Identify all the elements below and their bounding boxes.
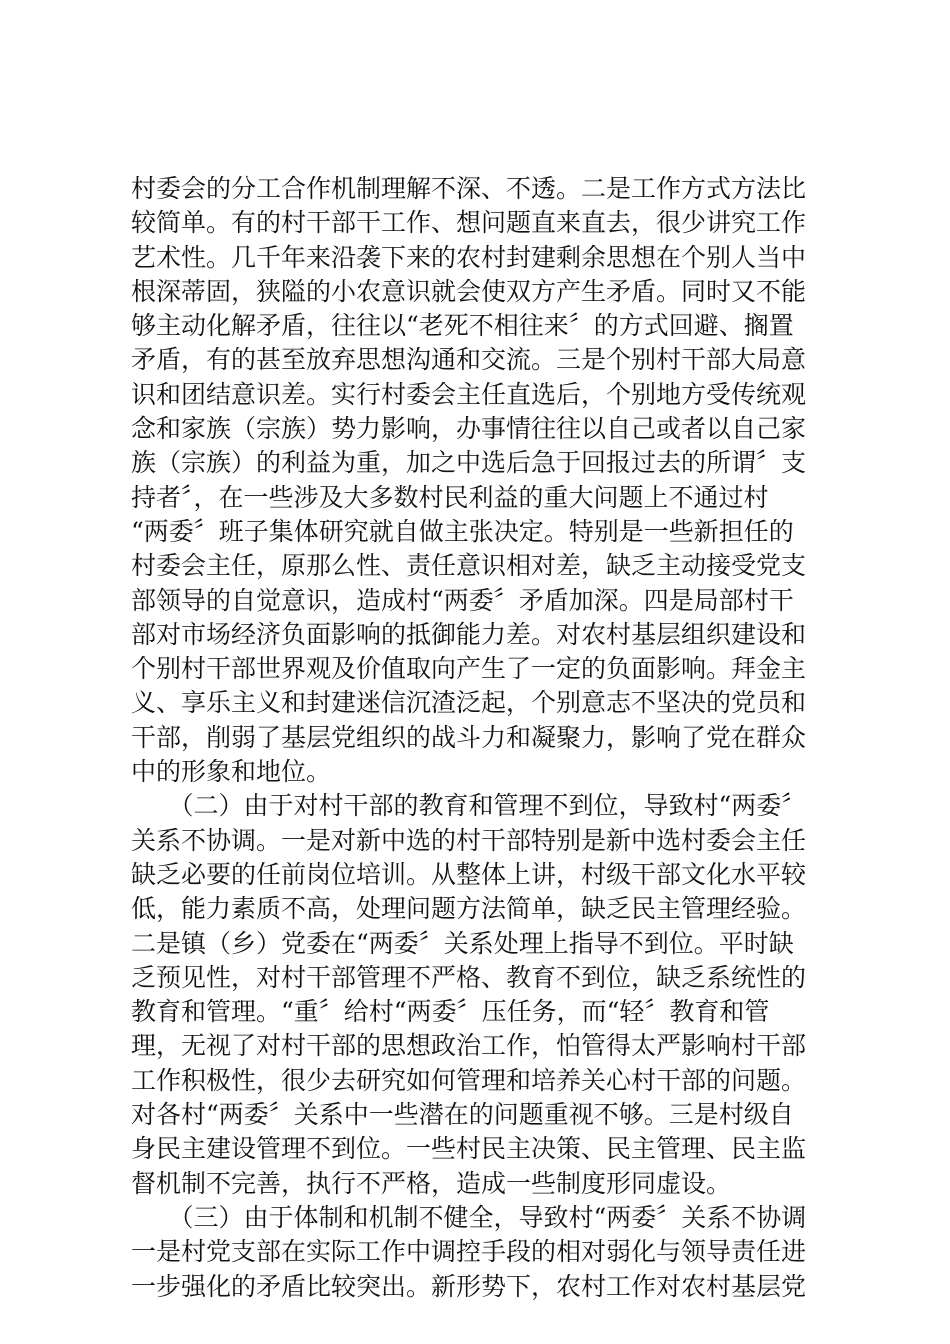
text-line: 村委会的分工合作机制理解不深、不透。二是工作方式方法比 — [131, 174, 807, 203]
section-heading-line: （二）由于对村干部的教育和管理不到位，导致村“两委〞 — [131, 791, 807, 821]
text-line: 对各村“两委〞关系中一些潜在的问题重视不够。三是村级自 — [131, 1100, 794, 1130]
text-line: 教育和管理。“重〞给村“两委〞压任务，而“轻〞教育和管 — [131, 997, 770, 1027]
section-heading-line: （三）由于体制和机制不健全，导致村“两委〞关系不协调 — [131, 1202, 807, 1232]
text-line: 较简单。有的村干部干工作、想问题直来直去，很少讲究工作 — [131, 208, 807, 238]
text-line: 一是村党支部在实际工作中调控手段的相对弱化与领导责任进 — [131, 1237, 807, 1267]
text-line: 村委会主任，原那么性、责任意识相对差，缺乏主动接受党支 — [131, 551, 807, 581]
text-line: 艺术性。几千年来沿袭下来的农村封建剩余思想在个别人当中 — [131, 242, 807, 272]
text-line: 督机制不完善，执行不严格，造成一些制度形同虚设。 — [131, 1168, 732, 1198]
text-line: 乏预见性，对村干部管理不严格、教育不到位，缺乏系统性的 — [131, 962, 807, 992]
text-line: 干部，削弱了基层党组织的战斗力和凝聚力，影响了党在群众 — [131, 722, 807, 752]
text-line: 理，无视了对村干部的思想政治工作，怕管得太严影响村干部 — [131, 1031, 807, 1061]
text-line: 部对市场经济负面影响的抵御能力差。对农村基层组织建设和 — [131, 619, 807, 649]
text-line: 关系不协调。一是对新中选的村干部特别是新中选村委会主任 — [131, 825, 807, 855]
text-line: 工作积极性，很少去研究如何管理和培养关心村干部的问题。 — [131, 1065, 807, 1095]
text-line: 二是镇（乡）党委在“两委〞关系处理上指导不到位。平时缺 — [131, 928, 794, 958]
text-line: 矛盾，有的甚至放弃思想沟通和交流。三是个别村干部大局意 — [131, 345, 807, 375]
text-line: 义、享乐主义和封建迷信沉渣泛起，个别意志不坚决的党员和 — [131, 688, 807, 718]
text-line: 缺乏必要的任前岗位培训。从整体上讲，村级干部文化水平较 — [131, 859, 807, 889]
text-line: 够主动化解矛盾，往往以“老死不相往来〞的方式回避、搁置 — [131, 311, 794, 341]
text-line: 部领导的自觉意识，造成村“两委〞矛盾加深。四是局部村干 — [131, 585, 794, 615]
text-line: 念和家族（宗族）势力影响，办事情往往以自己或者以自己家 — [131, 414, 807, 444]
text-line: 一步强化的矛盾比较突出。新形势下，农村工作对农村基层党 — [131, 1271, 807, 1301]
text-line: 根深蒂固，狭隘的小农意识就会使双方产生矛盾。同时又不能 — [131, 276, 807, 306]
body-text — [131, 172, 831, 1304]
text-line: 持者〞，在一些涉及大多数村民利益的重大问题上不通过村 — [131, 482, 769, 512]
text-line: “两委〞班子集体研究就自做主张决定。特别是一些新担任的 — [131, 516, 794, 546]
text-line: 族（宗族）的利益为重，加之中选后急于回报过去的所谓〞支 — [131, 448, 807, 478]
text-line: 识和团结意识差。实行村委会主任直选后，个别地方受传统观 — [131, 379, 807, 409]
text-line: 身民主建设管理不到位。一些村民主决策、民主管理、民主监 — [131, 1134, 807, 1164]
text-line: 中的形象和地位。 — [131, 757, 332, 787]
text-line: 个别村干部世界观及价值取向产生了一定的负面影响。拜金主 — [131, 654, 807, 684]
text-line: 低，能力素质不高，处理问题方法简单，缺乏民主管理经验。 — [131, 894, 807, 924]
